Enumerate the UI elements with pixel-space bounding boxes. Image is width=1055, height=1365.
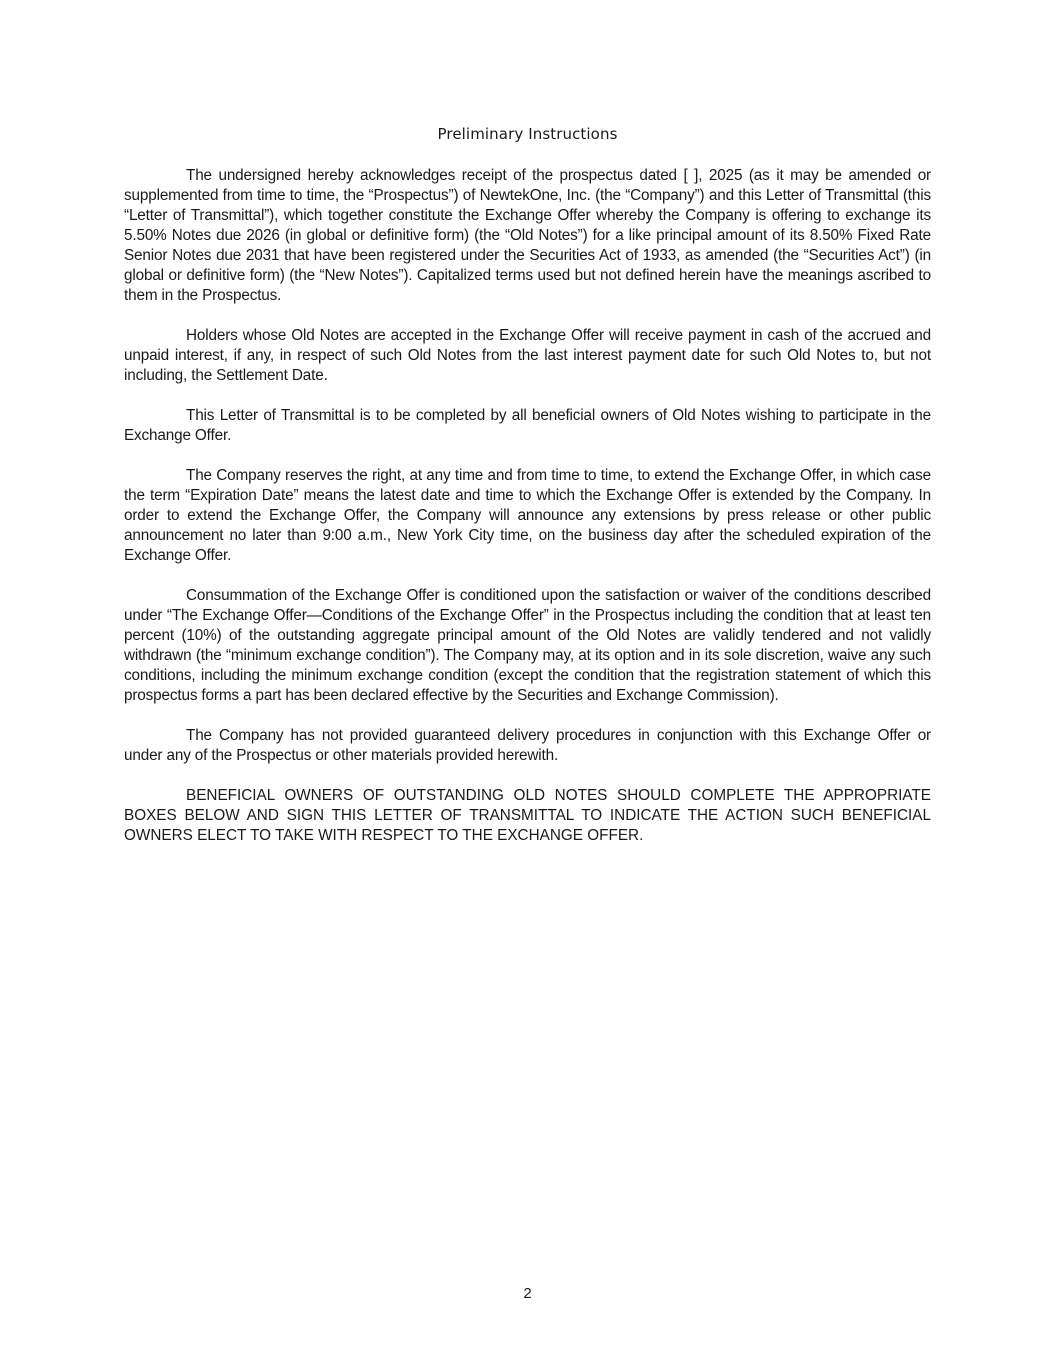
paragraph-beneficial-owners-notice: BENEFICIAL OWNERS OF OUTSTANDING OLD NOTES SHOULD COMPLETE THE APPROPRIATE BOXES BELOW AND SIGN THIS LETTER OF TRANSMITTAL TO INDICATE THE ACTION SUCH BENEFICIAL OWNERS ELECT TO TAKE WITH RESPECT TO THE EXCHANGE OFFER.: [124, 787, 931, 844]
paragraph-accrued-interest: Holders whose Old Notes are accepted in the Exchange Offer will receive payment in cash of the accrued and unpaid interest, if any, in respect of such Old Notes from the last interest payment date for such Old Notes to, but not including, the Settlement Date.: [124, 327, 931, 384]
paragraph-extension-right: The Company reserves the right, at any time and from time to time, to extend the Exchange Offer, in which case the term “Expiration Date” means the latest date and time to which the Exchange Offer is extended by the Company. In order to extend the Exchange Offer, the Company will announce any extensions by press release or other public announcement no later than 9:00 a.m., New York City time, on the business day after the scheduled expiration of the Exchange Offer.: [124, 467, 931, 564]
paragraph-acknowledgement: The undersigned hereby acknowledges receipt of the prospectus dated [ ], 2025 (as it may be amended or supplemented from time to time, the “Prospectus”) of NewtekOne, Inc. (the “Company”) and this Letter of Transmittal (this “Letter of Transmittal”), which together constitute the Exchange Offer whereby the Company is offering to exchange its 5.50% Notes due 2026 (in global or definitive form) (the “Old Notes”) for a like principal amount of its 8.50% Fixed Rate Senior Notes due 2031 that have been registered under the Securities Act of 1933, as amended (the “Securities Act”) (in global or definitive form) (the “New Notes”). Capitalized terms used but not defined herein have the meanings ascribed to them in the Prospectus.: [124, 167, 931, 304]
page-title: Preliminary Instructions: [437, 125, 618, 143]
document-page: [124, 124, 931, 866]
paragraph-guaranteed-delivery: The Company has not provided guaranteed delivery procedures in conjunction with this Exchange Offer or under any of the Prospectus or other materials provided herewith.: [124, 727, 931, 764]
page-number: 2: [523, 1285, 532, 1302]
paragraph-completion: This Letter of Transmittal is to be completed by all beneficial owners of Old Notes wishing to participate in the Exchange Offer.: [124, 407, 931, 444]
paragraph-conditions: Consummation of the Exchange Offer is conditioned upon the satisfaction or waiver of the conditions described under “The Exchange Offer—Conditions of the Exchange Offer” in the Prospectus including the condition that at least ten percent (10%) of the outstanding aggregate principal amount of the Old Notes are validly tendered and not validly withdrawn (the “minimum exchange condition”). The Company may, at its option and in its sole discretion, waive any such conditions, including the minimum exchange condition (except the condition that the registration statement of which this prospectus forms a part has been declared effective by the Securities and Exchange Commission).: [124, 587, 931, 704]
